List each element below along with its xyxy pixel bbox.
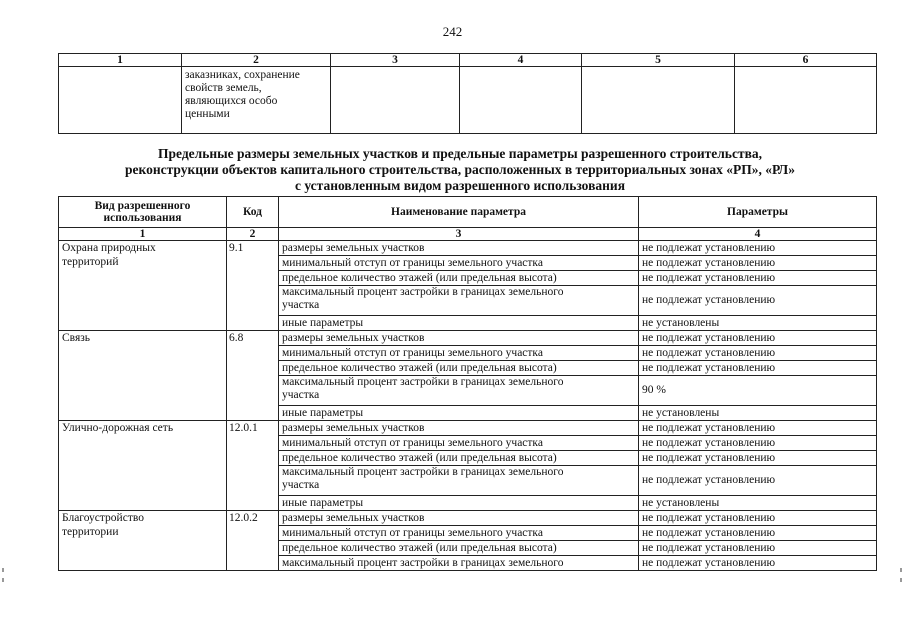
scan-edge-mark (2, 568, 4, 572)
text-line: ценными (185, 108, 230, 120)
use-type-cell (59, 241, 227, 331)
column-number: 2 (227, 228, 279, 241)
table-cell (59, 67, 182, 134)
parameter-name-cell (279, 406, 639, 421)
parameter-value-cell: не подлежат установлению (639, 361, 877, 376)
table-row (59, 241, 877, 256)
table-cell (582, 67, 735, 134)
column-number: 4 (460, 54, 582, 67)
parameter-name-line: максимальный процент застройки в границах земельного (282, 557, 564, 569)
parameter-name-line: максимальный процент застройки в границах земельного (282, 376, 564, 388)
table-cell (735, 67, 877, 134)
scan-edge-mark (900, 578, 902, 582)
code-cell: 12.0.2 (227, 511, 279, 571)
header-line: Вид разрешенного (94, 200, 191, 212)
use-type-cell (59, 421, 227, 511)
continuation-row (59, 67, 877, 134)
table-cell (460, 67, 582, 134)
parameters-table (58, 196, 877, 571)
use-type-line: Связь (62, 332, 91, 344)
parameter-name-line: размеры земельных участков (282, 512, 425, 524)
parameter-value-cell: не установлены (639, 496, 877, 511)
parameter-name-cell (279, 466, 639, 496)
text-line: заказниках, сохранение (185, 69, 300, 81)
parameter-value-cell: не установлены (639, 406, 877, 421)
table-row (59, 331, 877, 346)
parameter-name-cell (279, 316, 639, 331)
column-number: 6 (735, 54, 877, 67)
parameter-name-cell (279, 496, 639, 511)
column-number: 1 (59, 228, 227, 241)
header-parameter-name: Наименование параметра (279, 197, 639, 228)
parameter-value-cell: не подлежат установлению (639, 526, 877, 541)
parameter-value-cell: 90 % (639, 376, 877, 406)
page-number: 242 (442, 24, 463, 39)
parameter-name-cell (279, 256, 639, 271)
parameter-name-cell (279, 436, 639, 451)
parameter-value-cell: не подлежат установлению (639, 541, 877, 556)
parameter-value-cell: не подлежат установлению (639, 451, 877, 466)
code-cell: 9.1 (227, 241, 279, 331)
continuation-table-header-row (59, 54, 877, 67)
parameter-name-line: предельное количество этажей (или предельная высота) (282, 272, 557, 284)
parameter-name-cell (279, 376, 639, 406)
parameter-value-cell: не подлежат установлению (639, 331, 877, 346)
use-type-line: Охрана природных (62, 242, 156, 254)
header-line: использования (103, 212, 182, 224)
section-title-line: реконструкции объектов капитального строительства, расположенных в территориальных зонах «РП», «РЛ» (125, 162, 795, 177)
header-code: Код (227, 197, 279, 228)
parameters-table-body (59, 241, 877, 571)
continuation-table (58, 53, 877, 134)
parameter-name-line: участка (282, 299, 320, 311)
column-number: 5 (582, 54, 735, 67)
parameter-name-line: размеры земельных участков (282, 422, 425, 434)
parameter-value-cell: не подлежат установлению (639, 271, 877, 286)
parameter-value-cell: не подлежат установлению (639, 511, 877, 526)
parameter-name-line: размеры земельных участков (282, 332, 425, 344)
parameter-name-cell (279, 511, 639, 526)
parameter-name-cell (279, 451, 639, 466)
use-type-line: Улично-дорожная сеть (62, 422, 174, 434)
use-type-line: территорий (62, 256, 119, 268)
column-number: 3 (279, 228, 639, 241)
use-type-cell (59, 331, 227, 421)
parameter-name-cell (279, 361, 639, 376)
parameter-name-line: минимальный отступ от границы земельного участка (282, 257, 543, 269)
table-cell (331, 67, 460, 134)
parameter-name-cell (279, 421, 639, 436)
parameter-value-cell: не подлежат установлению (639, 256, 877, 271)
section-title-line: Предельные размеры земельных участков и предельные параметры разрешенного строительства, (158, 146, 762, 161)
parameter-name-cell (279, 541, 639, 556)
code-cell: 6.8 (227, 331, 279, 421)
table-row (59, 511, 877, 526)
parameter-name-line: максимальный процент застройки в границах земельного (282, 466, 564, 478)
parameter-name-line: предельное количество этажей (или предельная высота) (282, 542, 557, 554)
parameter-name-line: предельное количество этажей (или предельная высота) (282, 452, 557, 464)
code-cell: 12.0.1 (227, 421, 279, 511)
header-parameters: Параметры (639, 197, 877, 228)
parameter-name-cell (279, 526, 639, 541)
parameter-value-cell: не подлежат установлению (639, 286, 877, 316)
use-type-cell (59, 511, 227, 571)
parameter-name-cell (279, 241, 639, 256)
parameter-value-cell: не подлежат установлению (639, 241, 877, 256)
parameter-name-cell (279, 556, 639, 571)
scan-edge-mark (2, 578, 4, 582)
parameter-name-line: предельное количество этажей (или предельная высота) (282, 362, 557, 374)
header-use-type (59, 197, 227, 228)
parameter-value-cell: не подлежат установлению (639, 436, 877, 451)
section-title-line: с установленным видом разрешенного использования (294, 178, 626, 193)
parameter-name-line: минимальный отступ от границы земельного участка (282, 347, 543, 359)
parameter-name-line: участка (282, 479, 320, 491)
use-type-line: территории (62, 526, 119, 538)
section-title (60, 146, 860, 194)
parameter-name-line: иные параметры (282, 497, 364, 509)
parameter-name-line: участка (282, 389, 320, 401)
parameter-value-cell: не подлежат установлению (639, 421, 877, 436)
parameter-name-line: иные параметры (282, 317, 364, 329)
parameter-value-cell: не подлежат установлению (639, 346, 877, 361)
parameter-name-line: минимальный отступ от границы земельного участка (282, 527, 543, 539)
column-number: 3 (331, 54, 460, 67)
column-number: 2 (182, 54, 331, 67)
parameter-name-cell (279, 346, 639, 361)
text-line: свойств земель, (185, 82, 262, 94)
table-header-row (59, 197, 877, 228)
parameter-name-line: размеры земельных участков (282, 242, 425, 254)
parameter-name-cell (279, 271, 639, 286)
parameter-name-cell (279, 331, 639, 346)
parameter-name-line: иные параметры (282, 407, 364, 419)
parameter-value-cell: не подлежат установлению (639, 466, 877, 496)
parameter-name-cell (279, 286, 639, 316)
column-number: 1 (59, 54, 182, 67)
use-type-line: Благоустройство (62, 512, 144, 524)
parameter-value-cell: не подлежат установлению (639, 556, 877, 571)
column-number: 4 (639, 228, 877, 241)
parameter-name-line: минимальный отступ от границы земельного участка (282, 437, 543, 449)
scan-edge-mark (900, 568, 902, 572)
column-number-row (59, 228, 877, 241)
parameter-value-cell: не установлены (639, 316, 877, 331)
text-line: являющихся особо (185, 95, 278, 107)
continuation-text-cell (182, 67, 331, 134)
parameter-name-line: максимальный процент застройки в границах земельного (282, 286, 564, 298)
table-row (59, 421, 877, 436)
